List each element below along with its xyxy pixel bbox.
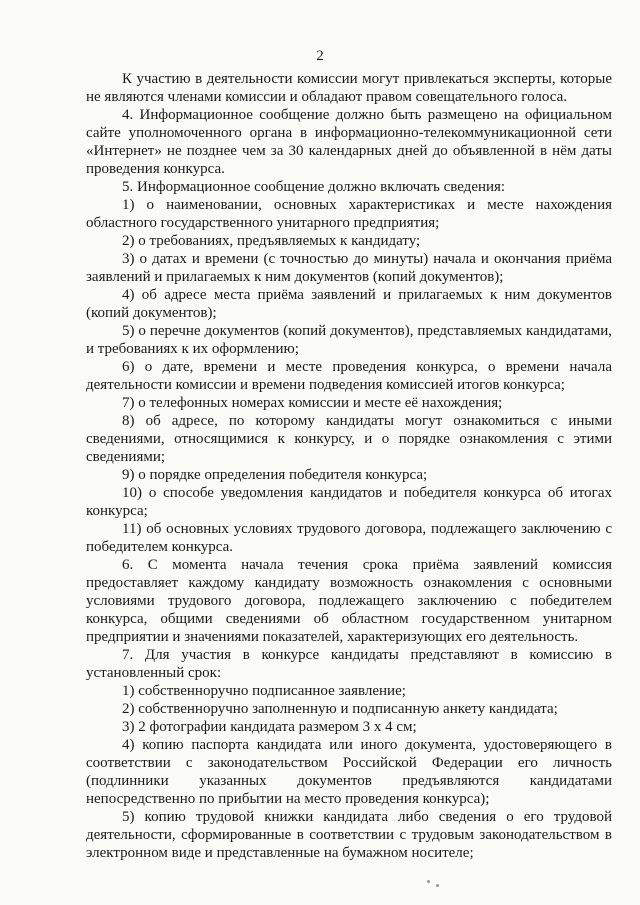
list-item: 1) о наименовании, основных характеристиках и месте нахождения областного государственного унитарного предприятия; <box>86 197 612 231</box>
paragraph-5-contents: 5. Информационное сообщение должно включать сведения: <box>122 179 506 195</box>
list-item: 6) о дате, времени и месте проведения конкурса, о времени начала деятельности комиссии и времени подведения комиссией итогов конкурса; <box>86 359 612 393</box>
list-item: 2) о требованиях, предъявляемых к кандидату; <box>122 233 421 249</box>
list-item: 4) об адресе места приёма заявлений и прилагаемых к ним документов (копий документов); <box>86 287 612 321</box>
list-item: 1) собственноручно подписанное заявление; <box>122 683 406 699</box>
list-item: 3) о датах и времени (с точностью до минуты) начала и окончания приёма заявлений и прилагаемых к ним документов (копий документов); <box>86 251 612 285</box>
list-item: 8) об адресе, по которому кандидаты могут ознакомиться с иными сведениями, относящимися к конкурсу, и о порядке ознакомления с этими сведениями; <box>86 413 612 465</box>
scan-speck <box>436 884 439 887</box>
list-item: 10) о способе уведомления кандидатов и победителя конкурса об итогах конкурса; <box>86 485 612 519</box>
page-number: 2 <box>316 48 324 64</box>
paragraph-7-documents: 7. Для участия в конкурсе кандидаты представляют в комиссию в установленный срок: <box>86 647 612 681</box>
list-item: 9) о порядке определения победителя конкурса; <box>122 467 428 483</box>
paragraph-experts: К участию в деятельности комиссии могут привлекаться эксперты, которые не являются членами комиссии и обладают правом совещательного голоса. <box>86 71 612 105</box>
list-item: 4) копию паспорта кандидата или иного документа, удостоверяющего в соответствии с законодательством Российской Федерации его личность (подлинники указанных документов предъявляются кандидатами непосредственно по прибытии на место проведения конкурса); <box>86 737 612 807</box>
list-item: 7) о телефонных номерах комиссии и месте её нахождения; <box>122 395 503 411</box>
list-item: 5) копию трудовой книжки кандидата либо сведения о его трудовой деятельности, сформированные в соответствии с трудовым законодательством в электронном виде и представленные на бумажном носителе; <box>86 809 612 861</box>
list-item: 2) собственноручно заполненную и подписанную анкету кандидата; <box>122 701 558 717</box>
paragraph-6-familiarization: 6. С момента начала течения срока приёма заявлений комиссия предоставляет каждому кандидату возможность ознакомления с основными условиями трудового договора, подлежащего заключению с победителем конкурса, общими сведениями об областном государственном унитарном предприятии и значениями показателей, характеризующих его деятельность. <box>86 557 612 645</box>
paragraph-4-publication: 4. Информационное сообщение должно быть размещено на официальном сайте уполномоченного органа в информационно-телекоммуникационной сети «Интернет» не позднее чем за 30 календарных дней до объявленной в нём даты проведения конкурса. <box>86 107 612 177</box>
list-item: 11) об основных условиях трудового договора, подлежащего заключению с победителем конкурса. <box>86 521 612 555</box>
list-item: 5) о перечне документов (копий документов), представляемых кандидатами, и требованиях к их оформлению; <box>86 323 612 357</box>
list-item: 3) 2 фотографии кандидата размером 3 х 4 см; <box>122 719 417 735</box>
document-body <box>86 70 612 862</box>
scan-speck <box>427 880 430 883</box>
